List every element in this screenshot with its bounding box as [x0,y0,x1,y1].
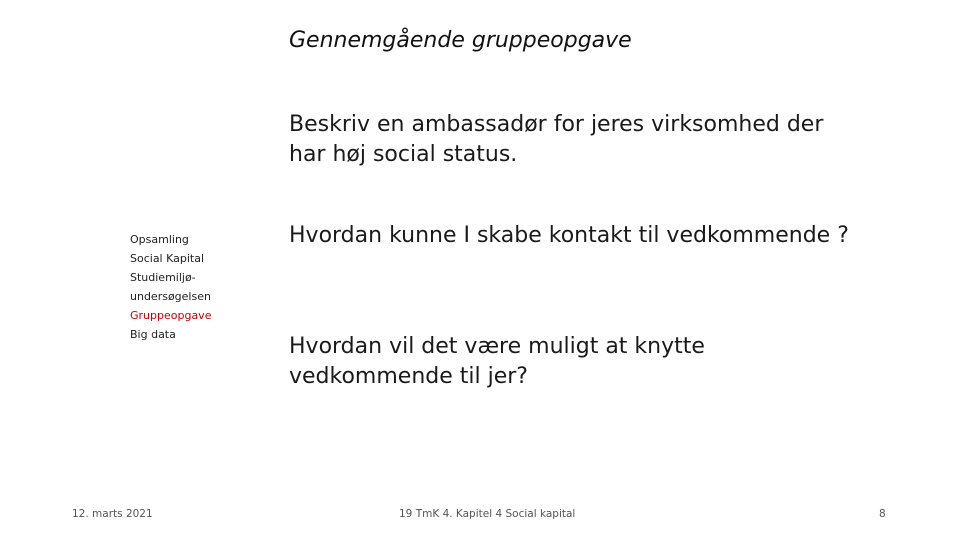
question-2: Hvordan kunne I skabe kontakt til vedkommende ? [289,223,849,248]
agenda-item-big-data: Big data [130,328,176,341]
footer-center-text: 19 TmK 4. Kapitel 4 Social kapital [399,508,576,520]
footer-date: 12. marts 2021 [72,508,153,520]
question-3: Hvordan vil det være muligt at knytte vedkommende til jer? [289,334,705,389]
agenda-item-studiemiljo: Studiemiljø-undersøgelsen [130,271,211,303]
agenda-item-gruppeopgave: Gruppeopgave [130,309,212,322]
slide-title: Gennemgående gruppeopgave [289,28,632,53]
footer-page-number: 8 [879,508,886,520]
agenda-list [130,230,250,344]
agenda-item-opsamling: Opsamling [130,233,189,246]
question-1: Beskriv en ambassadør for jeres virksomhed der har høj social status. [289,112,824,167]
agenda-item-social-kapital: Social Kapital [130,252,205,265]
